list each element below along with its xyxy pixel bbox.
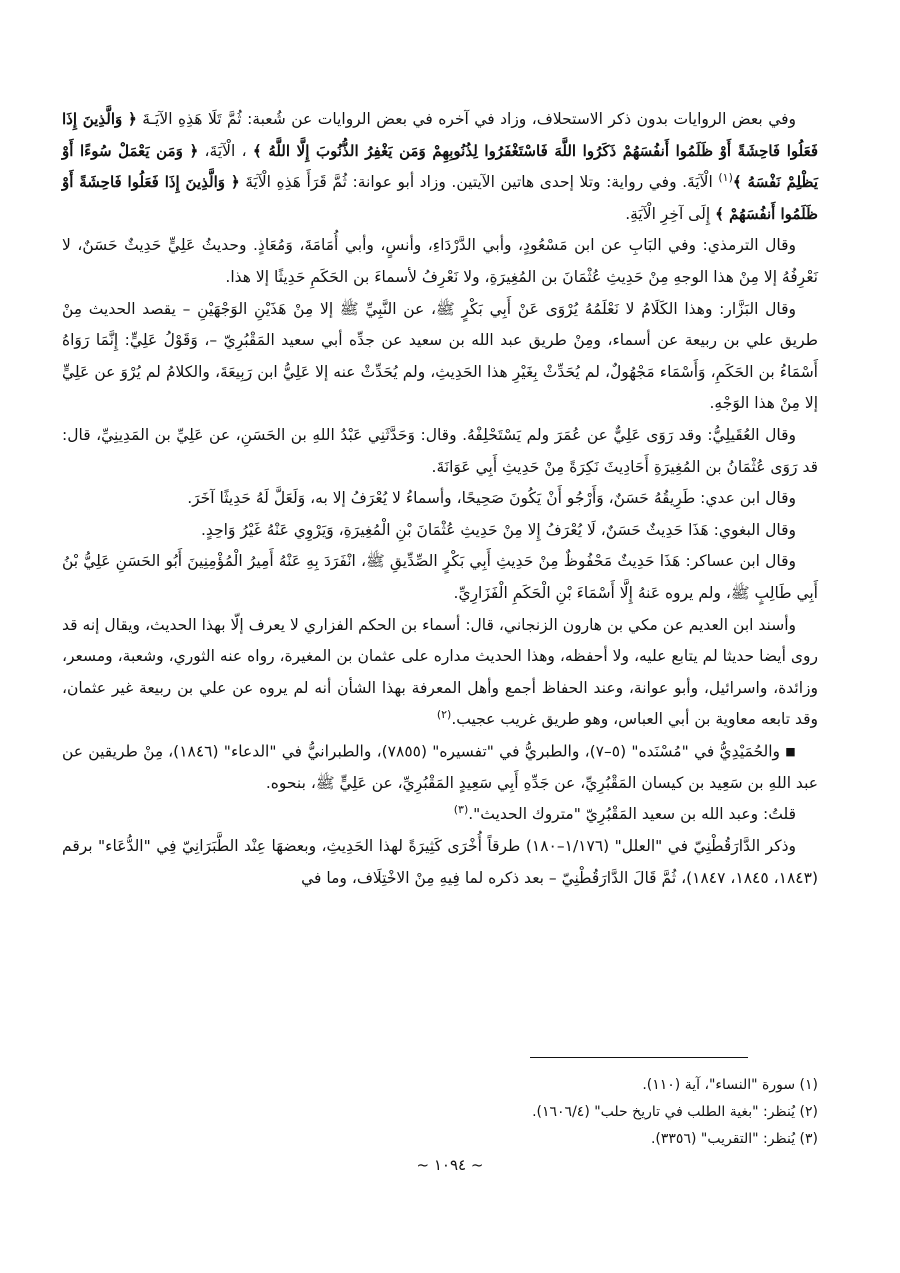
footnote-ref-2[interactable]: (٢) <box>436 708 452 722</box>
paragraph-1-mid2: الْآيَةَ. وفي رواية: وتلا إحدى هاتين الآيتين. وزاد أبو عوانة: ثُمَّ قَرَأَ هَذِهِ الْآيَةَ <box>239 173 719 192</box>
paragraph-4: وقال العُقَيلِيُّ: وقد رَوَى عَلِيٌّ عن عُمَرَ ولم يَسْتَحْلِفْهُ. وقال: وَحَدَّثَنِي عَبْدُ اللهِ بن الحَسَنِ، عن عَلِيِّ بن المَدِينِيِّ، قال: قد رَوَى عُثْمَانُ بن المُغِيرَةِ أَحَادِيثَ نَكِرَةً مِنْ حَدِيثِ أَبِي عَوَانَةَ. <box>62 425 818 476</box>
paragraph-9 <box>62 736 818 799</box>
bullet-square-icon: ■ <box>785 744 796 758</box>
paragraph-2: وقال الترمذي: وفي البَابِ عن ابن مَسْعُودٍ، وأبي الدَّرْدَاءِ، وأنسٍ، وأبي أُمَامَةَ، وَمُعَاذٍ. وحديثُ عَلِيٍّ حَدِيثٌ حَسَنٌ، لا نَعْرِفُهُ إلا مِنْ هذا الوجهِ مِنْ حَدِيثِ عُثْمَانَ بن المُغِيرَةِ، ولا نَعْرِفُ لأسماءَ بن الحَكَمِ حَدِيثًا إلا هذا. <box>62 236 818 286</box>
paragraph-8-text: وأسند ابن العديم عن مكي بن هارون الزنجاني، قال: أسماء بن الحكم الفزاري لا يعرف إلّا بهذا الحديث، ويقال إنه قد روى أيضا حديثا لم يتابع عليه، ولا أحفظه، وهذا الحديث مداره على عثمان بن المغيرة، رواه عنه الثوري، وشعبة، ومسعر، وزائدة، واسرائيل، وأبو عوانة، وعند الحفاظ أجمع وأهل المعرفة بهذا الشأن أنه لم يروه عن علي بن ربيعة غير عثمان، وقد تابعه معاوية بن أبي العباس، وهو طريق غريب عجيب. <box>62 615 818 729</box>
footnote-divider <box>530 1057 748 1058</box>
quran-verse-3: ﴿ وَالَّذِينَ إِذَا فَعَلُوا فَاحِشَةً أَوْ ظَلَمُوا أَنفُسَهُمْ ﴾ <box>62 173 818 223</box>
main-text <box>62 104 818 894</box>
page-number: ~ ١٠٩٤ ~ <box>416 1156 484 1174</box>
paragraph-7: وقال ابن عساكر: هَذَا حَدِيثٌ مَحْفُوظٌ مِنْ حَدِيثِ أَبِي بَكْرٍ الصِّدِّيقِ ﷺ، انْفَرَدَ بِهِ عَنْهُ أَمِيرُ الْمُؤْمِنِينَ أَبُو الحَسَنِ عَلِيُّ بْنُ أَبِي طَالِبٍ ﷺ، ولم يروه عَنهُ إِلَّا أَسْمَاءَ بْنِ الْحَكَمِ الْفَزَارِيِّ. <box>62 552 818 602</box>
footnote-ref-1[interactable]: (١) <box>718 171 733 185</box>
paragraph-1 <box>62 104 818 230</box>
footnotes <box>62 1072 818 1153</box>
paragraph-5: وقال ابن عدي: طَرِيقُهُ حَسَنٌ، وَأَرْجُو أَنْ يَكُونَ صَحِيحًا، وأسماءُ لا يُعْرَفُ إلا به، وَلَعَلَّ لَهُ حَدِيثًا آخَرَ. <box>187 489 796 508</box>
footnote-1: (١) سورة "النساء"، آية (١١٠). <box>642 1077 818 1093</box>
quran-verse-1: ﴿ وَالَّذِينَ إِذَا فَعَلُوا فَاحِشَةً أَوْ ظَلَمُوا أَنفُسَهُمْ ذَكَرُوا اللَّهَ فَاسْتَغْفَرُوا لِذُنُوبِهِمْ وَمَن يَغْفِرُ الذُّنُوبَ إِلَّا اللَّهُ ﴾ <box>62 110 818 160</box>
footnote-3: (٣) يُنظر: "التقريب" (٣٣٥٦). <box>650 1131 818 1147</box>
paragraph-10-text: قلتُ: وعبد الله بن سعيد المَقْبُرِيّ "متروك الحديث". <box>468 805 796 824</box>
paragraph-1-mid1: ، الْآيَةَ، <box>198 141 253 160</box>
paragraph-3: وقال البَزَّار: وهذا الكَلَامُ لا نَعْلَمُهُ يُرْوَى عَنْ أَبِي بَكْرٍ ﷺ، عن النَّبِيِّ ﷺ إلا مِنْ هَذَيْنِ الوَجْهَيْنِ – يقصد الحديث مِنْ طريق علي بن ربيعة عن أسماء، ومِنْ طريق عبد الله بن سعيد عن جدِّه أبي سعيد المَقْبُرِيّ –، وَقَوْلُ عَلِيٍّ: إِنَّمَا رَوَاهُ أَسْمَاءُ بن الحَكَمِ، وَأَسْمَاء مَجْهُولٌ، لم يُحَدِّثْ بِغَيْرِ هذا الحَدِيثِ، ولم يُحَدِّثْ عنه إلا عَلِيُّ ابن رَبِيعَةَ، والكلامُ لم يُرْوَ عن عَلِيٍّ إلا مِنْ هذا الوَجْهِ. <box>62 299 818 413</box>
paragraph-8 <box>62 610 818 736</box>
paragraph-6: وقال البغوي: هَذَا حَدِيثٌ حَسَنٌ، لَا يُعْرَفُ إِلا مِنْ حَدِيثِ عُثْمَانَ بْنِ الْمُغِيرَةِ، وَيَرْوِي عَنْهُ غَيْرُ وَاحِدٍ. <box>201 520 796 539</box>
paragraph-10 <box>62 799 818 831</box>
paragraph-11: وذكر الدَّارَقُطْنِيّ في "العلل" (١/١٧٦–١٨٠) طرقاً أُخْرَى كَثِيرَةً لهذا الحَدِيثِ، وبعضهَا عِنْد الطَّبَرَانِيّ فِي "الدُّعَاء" برقم (١٨٤٣، ١٨٤٥، ١٨٤٧)، ثُمَّ قَالَ الدَّارَقُطْنِيّ – بعد ذكره لما فِيهِ مِنْ الاخْتِلَاف، وما في <box>62 836 818 887</box>
paragraph-9-text: والحُمَيْدِيُّ في "مُسْنَده" (٥–٧)، والطبريُّ في "تفسيره" (٧٨٥٥)، والطبرانيُّ في "الدعاء" (١٨٤٦)، مِنْ طريقين عن عبد اللهِ بن سَعِيد بن كيسان المَقْبُرِيِّ، عن جَدِّهِ أَبِي سَعِيدٍ المَقْبُرِيِّ، عن عَلِيٍّ ﷺ، بنحوه. <box>62 742 818 792</box>
paragraph-1-text: وفي بعض الروايات بدون ذكر الاستحلاف، وزاد في آخره في بعض الروايات عن شُعبة: ثُمَّ تَلَا هَذِهِ الآيَـةَ <box>136 110 797 128</box>
quran-verse-2: ﴿ وَمَن يَعْمَلْ سُوءًا أَوْ يَظْلِمْ نَفْسَهُ ﴾ <box>62 141 818 192</box>
footnote-ref-3[interactable]: (٣) <box>453 803 469 817</box>
footnote-2: (٢) يُنظر: "بغية الطلب في تاريخ حلب" (١٦٠٦/٤). <box>532 1104 818 1120</box>
paragraph-1-end: إِلَى آخِرِ الْآيَةِ. <box>625 204 716 223</box>
